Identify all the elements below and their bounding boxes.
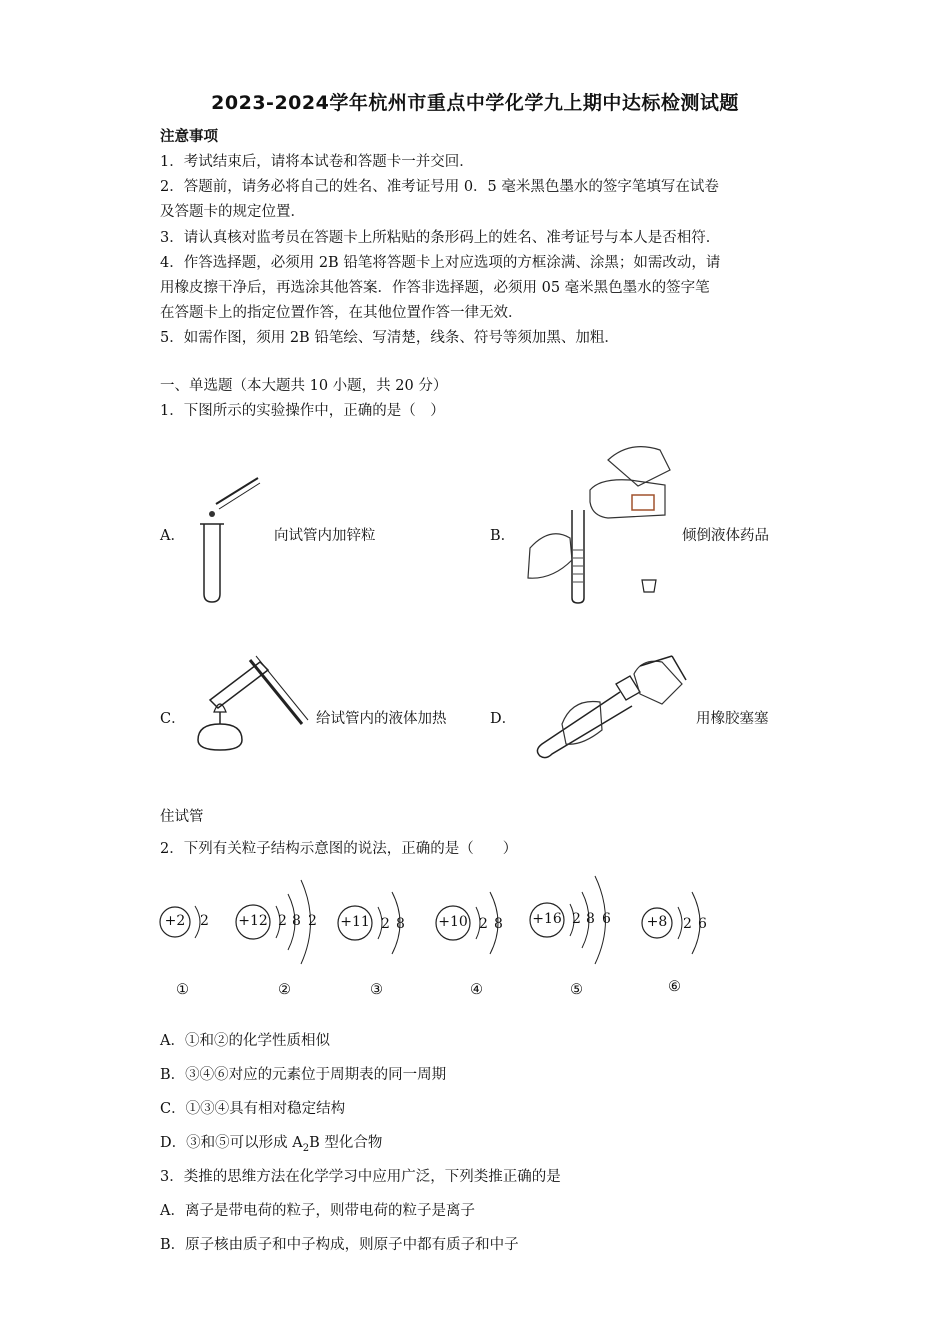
option-d-caption: 用橡胶塞塞 [696, 711, 769, 727]
shell-electrons: 8 [494, 916, 503, 932]
option-b-letter: B． [490, 528, 516, 544]
notice-line: 2．答题前，请务必将自己的姓名、准考证号用 0．5 毫米黑色墨水的签字笔填写在试卷 [160, 179, 719, 195]
nucleus-charge: +8 [646, 914, 668, 930]
pouring-liquid-figure [520, 440, 680, 605]
particle-diagram [336, 880, 420, 966]
shell-electrons: 8 [292, 913, 301, 929]
particle-number: ① [176, 982, 189, 998]
particle-diagram [434, 880, 518, 966]
option-d-suffix: B 型化合物 [309, 1135, 383, 1151]
option-c-letter: C． [160, 711, 186, 727]
notice-heading: 注意事项 [160, 128, 218, 145]
nucleus-charge: +2 [164, 913, 186, 929]
notice-line: 在答题卡上的指定位置作答，在其他位置作答一律无效． [160, 305, 523, 321]
option-b-caption: 倾倒液体药品 [682, 528, 769, 544]
shell-electrons: 8 [586, 911, 595, 927]
nucleus-charge: +11 [340, 914, 370, 930]
shell-electrons: 2 [381, 916, 390, 932]
nucleus-charge: +16 [532, 911, 562, 927]
shell-electrons: 6 [602, 911, 611, 927]
option-d-letter: D． [490, 711, 517, 727]
section-heading: 一、单选题（本大题共 10 小题，共 20 分） [160, 378, 448, 394]
heating-liquid-figure [190, 652, 316, 756]
shell-electrons: 2 [572, 911, 581, 927]
notice-line: 1．考试结束后，请将本试卷和答题卡一并交回． [160, 154, 474, 170]
shell-electrons: 2 [308, 913, 317, 929]
shell-electrons: 6 [698, 916, 707, 932]
notice-line: 4．作答选择题，必须用 2B 铅笔将答题卡上对应选项的方框涂满、涂黑；如需改动，请 [160, 255, 721, 271]
nucleus-charge: +10 [438, 914, 468, 930]
option-a-letter: A． [160, 528, 185, 544]
option-c-caption: 给试管内的液体加热 [316, 711, 447, 727]
shell-electrons: 2 [200, 913, 209, 929]
particle-number: ② [278, 982, 291, 998]
shell-electrons: 2 [479, 916, 488, 932]
particle-number: ⑥ [668, 979, 681, 995]
question-2-option-d [160, 1134, 382, 1158]
particle-number: ③ [370, 982, 383, 998]
option-a-caption: 向试管内加锌粒 [274, 528, 376, 544]
option-d-subscript: 2 [302, 1142, 310, 1154]
shell-electrons: 2 [278, 913, 287, 929]
rubber-stopper-figure [522, 654, 692, 760]
notice-line: 3．请认真核对监考员在答题卡上所粘贴的条形码上的姓名、准考证号与本人是否相符． [160, 230, 721, 246]
question-2-option: C．①③④具有相对稳定结构 [160, 1101, 346, 1117]
question-3-option: A．离子是带电荷的粒子，则带电荷的粒子是离子 [160, 1203, 475, 1219]
question-3-stem: 3．类推的思维方法在化学学习中应用广泛，下列类推正确的是 [160, 1169, 561, 1185]
question-2-stem: 2．下列有关粒子结构示意图的说法，正确的是（ ） [160, 841, 518, 857]
question-1-tail: 住试管 [160, 809, 204, 825]
notice-line: 5．如需作图，须用 2B 铅笔绘、写清楚，线条、符号等须加黑、加粗． [160, 330, 619, 346]
shell-electrons: 2 [683, 916, 692, 932]
test-tube-zinc-figure [188, 470, 268, 610]
nucleus-charge: +12 [238, 913, 268, 929]
particle-diagram [640, 880, 724, 966]
question-2-option: A．①和②的化学性质相似 [160, 1033, 330, 1049]
particle-diagram [528, 870, 628, 972]
question-1-stem: 1．下图所示的实验操作中，正确的是（ ） [160, 403, 445, 419]
particle-number: ⑤ [570, 982, 583, 998]
question-3-option: B．原子核由质子和中子构成，则原子中都有质子和中子 [160, 1237, 519, 1253]
shell-electrons: 8 [396, 916, 405, 932]
particle-diagram [234, 872, 334, 972]
option-d-prefix: D．③和⑤可以形成 A [160, 1135, 303, 1151]
particle-diagram [158, 892, 228, 952]
notice-line: 用橡皮擦干净后，再选涂其他答案．作答非选择题，必须用 05 毫米黑色墨水的签字笔 [160, 280, 710, 296]
notice-line: 及答题卡的规定位置． [160, 204, 305, 220]
question-2-option: B．③④⑥对应的元素位于周期表的同一周期 [160, 1067, 447, 1083]
page-title: 2023-2024学年杭州市重点中学化学九上期中达标检测试题 [211, 92, 739, 114]
particle-number: ④ [470, 982, 483, 998]
